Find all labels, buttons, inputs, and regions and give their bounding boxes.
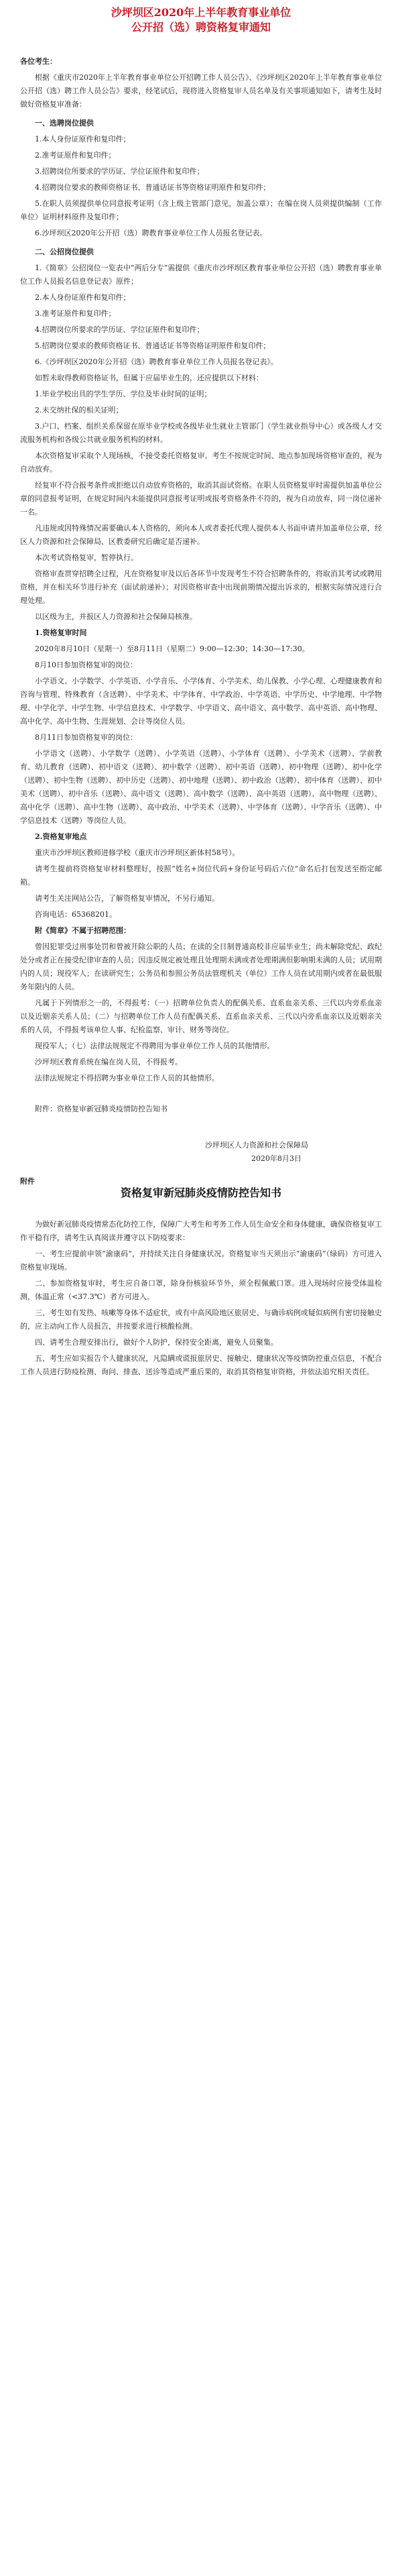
paragraph: 小学语文、小学数学、小学英语、小学音乐、小学体育、小学美术、幼儿保教、小学心理、心理健康教育和咨询与管理、特殊教育（含送聘）、中学美术、中学体育、中学政治、中学英语、中学历史、中学地理、中学物理、中学化学、中学生物、中学信息技术、中学数学、中学语文、高中语文、高中数学、高中英语、高中物理、高中化学、高中生物、生涯规划、会计等岗位人员。 xyxy=(20,677,382,726)
list-item: 4.招聘岗位所要求的学历证、学位证原件和复印件； xyxy=(35,325,204,334)
intro-paragraph: 根据《重庆市2020年上半年教育事业单位公开招聘工作人员公告》、《沙坪坝区2020年上半年教育事业单位公开招（选）聘工作人员公告》要求，经笔试后，现将进入资格复审人员名单及有关事项通知如下，请考生及时做好资格复审准备： xyxy=(20,73,382,109)
review-location-heading: 2.资格复审地点 xyxy=(35,832,87,841)
attachment-paragraphs xyxy=(20,1218,382,1379)
list-item: 6.沙坪坝区2020年公开招（选）聘教育事业单位工作人员报名登记表。 xyxy=(35,229,267,237)
paragraph: 法律法规规定不得招聘为事业单位工作人员的其他情形。 xyxy=(35,1074,219,1082)
list-item: 3.招聘岗位所要求的学历证、学位证原件和复印件； xyxy=(35,167,204,176)
list-item: 1.本人身份证原件和复印件； xyxy=(35,135,131,144)
review-time-list xyxy=(20,642,382,828)
issue-date: 2020年8月3日 xyxy=(251,1154,302,1163)
paragraph: 2.未交纳社保的相关证明； xyxy=(35,406,123,414)
paragraph: 3.户口、档案、组织关系保留在原毕业学校或各级毕业生就业主管部门（学生就业指导中心）或各级人才交流服务机构和各级公共就业服务机构的材料。 xyxy=(20,422,382,444)
general-paragraphs xyxy=(20,372,382,624)
paragraph: 三、考生如有发热、咳嗽等身体不适症状，或有中高风险地区旅居史、与确诊病例或疑似病例有密切接触史的，应主动向工作人员报告，并按要求进行核酸检测。 xyxy=(20,1308,382,1331)
paragraph: 五、考生应如实报告个人健康状况，凡隐瞒或谎报旅居史、接触史、健康状况等疫情防控重点信息，不配合工作人员进行防疫检测、询问、排查、送诊等造成严重后果的，取消其资格复审资格，并依法追究相关责任。 xyxy=(20,1354,382,1376)
paragraph: 请考生关注网站公告，了解资格复审情况，不另行通知。 xyxy=(35,894,219,903)
section-1-heading: 一、选聘岗位提供 xyxy=(35,119,94,127)
paragraph: 8月10日参加资格复审的岗位： xyxy=(35,661,137,669)
list-item: 5.招聘岗位要求的教师资格证书、普通话证书等资格证明原件和复印件； xyxy=(35,341,271,350)
salutation: 各位考生： xyxy=(20,57,57,66)
paragraph: 一、考生应提前申领“渝康码”，并持续关注自身健康状况。资格复审当天须出示“渝康码”（绿码）方可进入资格复审现场。 xyxy=(20,1249,382,1272)
list-item: 6.《沙坪坝区2020年公开招（选）聘教育事业单位工作人员报名登记表》。 xyxy=(35,357,278,366)
paragraph: 1.毕业学校出具的学生学历、学位及毕业时间的证明； xyxy=(35,390,212,398)
paragraph: 四、请考生合理安排出行，做好个人防护，保持安全距离，避免人员聚集。 xyxy=(35,1338,278,1347)
list-item: 2.准考证原件和复印件； xyxy=(35,151,116,160)
paragraph: 曾因犯罪受过刑事处罚和曾被开除公职的人员；在读的全日制普通高校非应届毕业生；尚未解除党纪、政纪处分或者正在接受纪律审查的人员；因违反规定被处理且处理期未满或者处理期满但影响期未满的人员；试用期内的人员；现役军人；在读研究生；公务员和参照公务员法管理机关（单位）工作人员在试用期内或者在最低服务年限内的人员。 xyxy=(20,942,382,991)
paragraph: 经复审不符合报考条件或拒绝以自动放弃资格的，取消其面试资格。在职人员资格复审时需提供加盖单位公章的同意报考证明，在规定时间内未能提供同意报考证明或报考资格条件不符的，视为自动放弃，同一岗位递补一名。 xyxy=(20,481,382,516)
paragraph: 小学语文（送聘）、小学数学（送聘）、小学英语（送聘）、小学体育（送聘）、小学美术（送聘）、学前教育、幼儿教育（送聘）、初中语文（送聘）、初中数学（送聘）、初中英语（送聘）、初中物理（送聘）、初中化学（送聘）、初中生物（送聘）、初中历史（送聘）、初中地理（送聘）、初中政治（送聘）、初中体育（送聘）、初中美术（送聘）、初中音乐（送聘）、高中语文（送聘）、高中数学（送聘）、高中英语（送聘）、高中物理（送聘）、高中化学（送聘）、高中生物（送聘）、高中政治、中学美术（送聘）、中学体育（送聘）、中学音乐（送聘）、中学信息技术（送聘）等岗位人员。 xyxy=(20,749,382,825)
issuer-name: 沙坪坝区人力资源和社会保障局 xyxy=(205,1141,308,1150)
attachment-title: 资格复审新冠肺炎疫情防控告知书 xyxy=(120,1186,281,1199)
list-item: 3.准考证原件和复印件； xyxy=(35,309,116,318)
paragraph: 咨询电话：65368201。 xyxy=(35,910,117,919)
paragraph: 二、参加资格复审时，考生应自备口罩，除身份核验环节外，须全程佩戴口罩。进入现场时应接受体温检测，体温正常（<37.3℃）者方可进入。 xyxy=(20,1279,382,1301)
paragraph: 现役军人；（七）法律法规规定不得聘用为事业单位工作人员的其他情形。 xyxy=(35,1042,275,1050)
paragraph: 本次考试资格复审，暂停执行。 xyxy=(35,553,138,562)
paragraph: 凡违规或因特殊情况需要确认本人资格的，须向本人或者委托代理人提供本人书面申请并加盖单位公章，经区人力资源和社会保障局、区教委研究后确定是否递补。 xyxy=(20,524,382,546)
paragraph: 请考生提前将资格复审材料整理好，按照“姓名+岗位代码+身份证号码后六位”命名后打包发送至指定邮箱。 xyxy=(20,864,382,887)
list-item: 5.在职人员须提供单位同意报考证明（含上级主管部门意见，加盖公章）；在编在岗人员须提供编制（工作单位）证明材料原件及复印件； xyxy=(20,199,382,221)
attachment-label: 附件 xyxy=(20,1177,35,1186)
section-2-list xyxy=(20,262,382,369)
list-item: 4.招聘岗位要求的教师资格证书、普通话证书等资格证明原件和复印件； xyxy=(35,183,271,192)
attachment-reference: 附件：资格复审新冠肺炎疫情防控告知书 xyxy=(35,1105,168,1113)
paragraph: 资格审查贯穿招聘全过程，凡在资格复审及以后各环节中发现考生不符合招聘条件的，将取消其考试或聘用资格，并在相关环节进行补充（面试前递补）；对因资格审查中出现前期情况提出诉求的，根据实际情况进行合理处理。 xyxy=(20,569,382,605)
paragraph: 以区级为主，并报区人力资源和社会保障局核准。 xyxy=(35,612,197,621)
appendix-list xyxy=(20,940,382,1085)
notice-title-line1: 沙坪坝区2020年上半年教育事业单位 xyxy=(111,6,291,19)
paragraph: 8月11日参加资格复审的岗位： xyxy=(35,733,137,742)
list-item: 1.《简章》公招岗位一览表中“两后分专”需提供《重庆市沙坪坝区教育事业单位公开招（选）聘教育事业单位工作人员报名信息登记表》原件； xyxy=(20,264,382,286)
review-time-heading: 1.资格复审时间 xyxy=(35,628,87,637)
paragraph: 如暂未取得教师资格证书，但属于应届毕业生的，还应提供以下材料： xyxy=(35,374,263,382)
contact-paragraphs xyxy=(20,862,382,921)
paragraph: 为做好新冠肺炎疫情常态化防控工作，保障广大考生和考务工作人员生命安全和身体健康，确保资格复审工作平稳有序，请考生认真阅读并遵守以下防疫要求： xyxy=(20,1220,382,1242)
paragraph: 2020年8月10日（星期一）至8月11日（星期二）9:00—12:30；14:30—17:30。 xyxy=(35,645,310,653)
section-2-heading: 二、公招岗位提供 xyxy=(35,247,94,256)
appendix-heading: 附《简章》不属于招聘范围： xyxy=(35,926,131,935)
paragraph: 凡属于下列情形之一的，不得报考：（一）招聘单位负责人的配偶关系、直系血亲关系、三代以内旁系血亲以及近姻亲关系人员；（二）与招聘单位工作人员有配偶关系、直系血亲关系、三代以内旁系血亲以及近姻亲关系的人员，不得报考该单位人事、纪检监察、审计、财务等岗位。 xyxy=(20,999,382,1034)
section-1-list xyxy=(20,133,382,240)
review-location-text: 重庆市沙坪坝区教师进修学校（重庆市沙坪坝区新体村58号）。 xyxy=(35,848,240,857)
notice-title-line2: 公开招（选）聘资格复审通知 xyxy=(131,21,271,34)
list-item: 2.本人身份证原件和复印件； xyxy=(35,293,131,302)
paragraph: 本次资格复审采取个人现场核，不接受委托资格复审。考生不按规定时间、地点参加现场资格审查的，视为自动放弃。 xyxy=(20,451,382,473)
paragraph: 沙坪坝区教育系统在编在岗人员，不得报考。 xyxy=(35,1058,182,1066)
